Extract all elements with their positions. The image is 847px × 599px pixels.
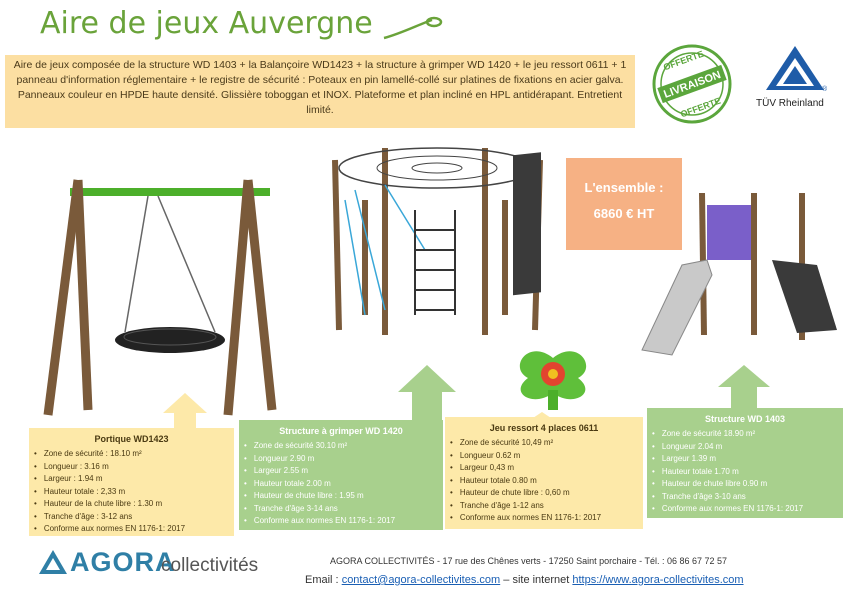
spec-item: • Hauteur de la chute libre : 1.30 m (47, 498, 234, 511)
stamp-bottom-text: OFFERTE (679, 95, 722, 120)
spec-item: • Longueur 2.04 m (665, 441, 843, 454)
tuv-registered-mark: ® (822, 86, 828, 93)
free-delivery-stamp (650, 42, 734, 126)
product-card-portique (29, 428, 234, 536)
spec-item: • Tranche d'âge 3-14 ans (257, 503, 443, 516)
spec-item: • Longueur 0.62 m (463, 450, 643, 463)
spec-item: • Largeur : 1.94 m (47, 473, 234, 486)
arrow-up-icon (398, 365, 456, 420)
product-card-spring-rider (445, 417, 643, 529)
product-card-slide (647, 408, 843, 518)
spec-item: • Tranche d'âge 1-12 ans (463, 500, 643, 513)
spec-item: • Longueur : 3.16 m (47, 461, 234, 474)
leaf-swirl-icon (380, 14, 444, 42)
product-title: Structure WD 1403 (704, 414, 786, 424)
spec-item: • Conforme aux normes EN 1176-1: 2017 (257, 515, 443, 528)
swing-illustration (30, 160, 280, 430)
email-link[interactable]: contact@agora-collectivites.com (341, 574, 501, 586)
price-value: 6860 € HT (593, 206, 655, 221)
agora-logo-icon (38, 549, 68, 575)
spec-item: • Hauteur de chute libre 0.90 m (665, 478, 843, 491)
product-title: Jeu ressort 4 places 0611 (489, 423, 599, 433)
arrow-up-icon (163, 393, 207, 433)
tuv-triangle-icon (762, 44, 828, 94)
page-title: Aire de jeux Auvergne (40, 6, 373, 41)
email-label: Email : (305, 574, 339, 586)
product-card-climbing (239, 420, 443, 530)
spec-item: • Tranche d'âge : 3-12 ans (47, 511, 234, 524)
spec-item: • Hauteur de chute libre : 0,60 m (463, 487, 643, 500)
spec-item: • Conforme aux normes EN 1176-1: 2017 (463, 512, 643, 525)
spring-rider-illustration (508, 338, 598, 413)
spec-item: • Conforme aux normes EN 1176-1: 2017 (665, 503, 843, 516)
spec-item: • Hauteur de chute libre : 1.95 m (257, 490, 443, 503)
arrow-up-icon (718, 365, 770, 409)
spec-item: • Largeur 1.39 m (665, 453, 843, 466)
spec-item: • Zone de sécurité 18.90 m² (665, 428, 843, 441)
spec-item: • Conforme aux normes EN 1176-1: 2017 (47, 523, 234, 536)
spec-item: • Zone de sécurité 30.10 m² (257, 440, 443, 453)
spec-item: • Hauteur totale 2.00 m (257, 478, 443, 491)
stamp-top-text: OFFERTE (662, 48, 705, 73)
website-link[interactable]: https://www.agora-collectivites.com (572, 574, 744, 586)
spec-item: • Hauteur totale : 2,33 m (47, 486, 234, 499)
site-label: – site internet (503, 574, 570, 586)
agora-logo-subtext: collectivités (161, 555, 259, 576)
product-title: Portique WD1423 (94, 434, 169, 444)
spec-item: • Zone de sécurité 10,49 m² (463, 437, 643, 450)
agora-logo-text: AGORA (70, 547, 176, 577)
price-label: L'ensemble : (584, 180, 664, 195)
product-title: Structure à grimper WD 1420 (279, 426, 403, 436)
climbing-structure-illustration (325, 140, 555, 345)
footer-address: AGORA COLLECTIVITÉS - 17 rue des Chênes verts - 17250 Saint porchaire - Tél. : 06 86 67 72 57 (330, 556, 728, 566)
spec-item: • Hauteur totale 0.80 m (463, 475, 643, 488)
spec-item: • Largeur 0,43 m (463, 462, 643, 475)
footer-contact (305, 574, 744, 586)
stamp-middle-text: LIVRAISON (662, 69, 723, 101)
spec-item: • Largeur 2.55 m (257, 465, 443, 478)
spec-item: • Zone de sécurité : 18.10 m² (47, 448, 234, 461)
tuv-label: TÜV Rheinland (756, 98, 824, 109)
spec-item: • Longueur 2.90 m (257, 453, 443, 466)
slide-structure-illustration (632, 185, 842, 365)
spec-item: • Hauteur totale 1.70 m (665, 466, 843, 479)
spec-item: • Tranche d'âge 3-10 ans (665, 491, 843, 504)
intro-description: Aire de jeux composée de la structure WD 1403 + la Balançoire WD1423 + la structure à grimper WD 1420 + le jeu ressort 0611 + 1 panneau d'information réglementaire + le registre de sécurité : Poteaux en pin lamellé-collé sur platines de fixations en acier galva. Panneaux couleur en HPDE haute densité. Glissière toboggan et INOX. Plateforme et plan incliné en HPL antidérapant. Entretient limité. (5, 55, 635, 128)
